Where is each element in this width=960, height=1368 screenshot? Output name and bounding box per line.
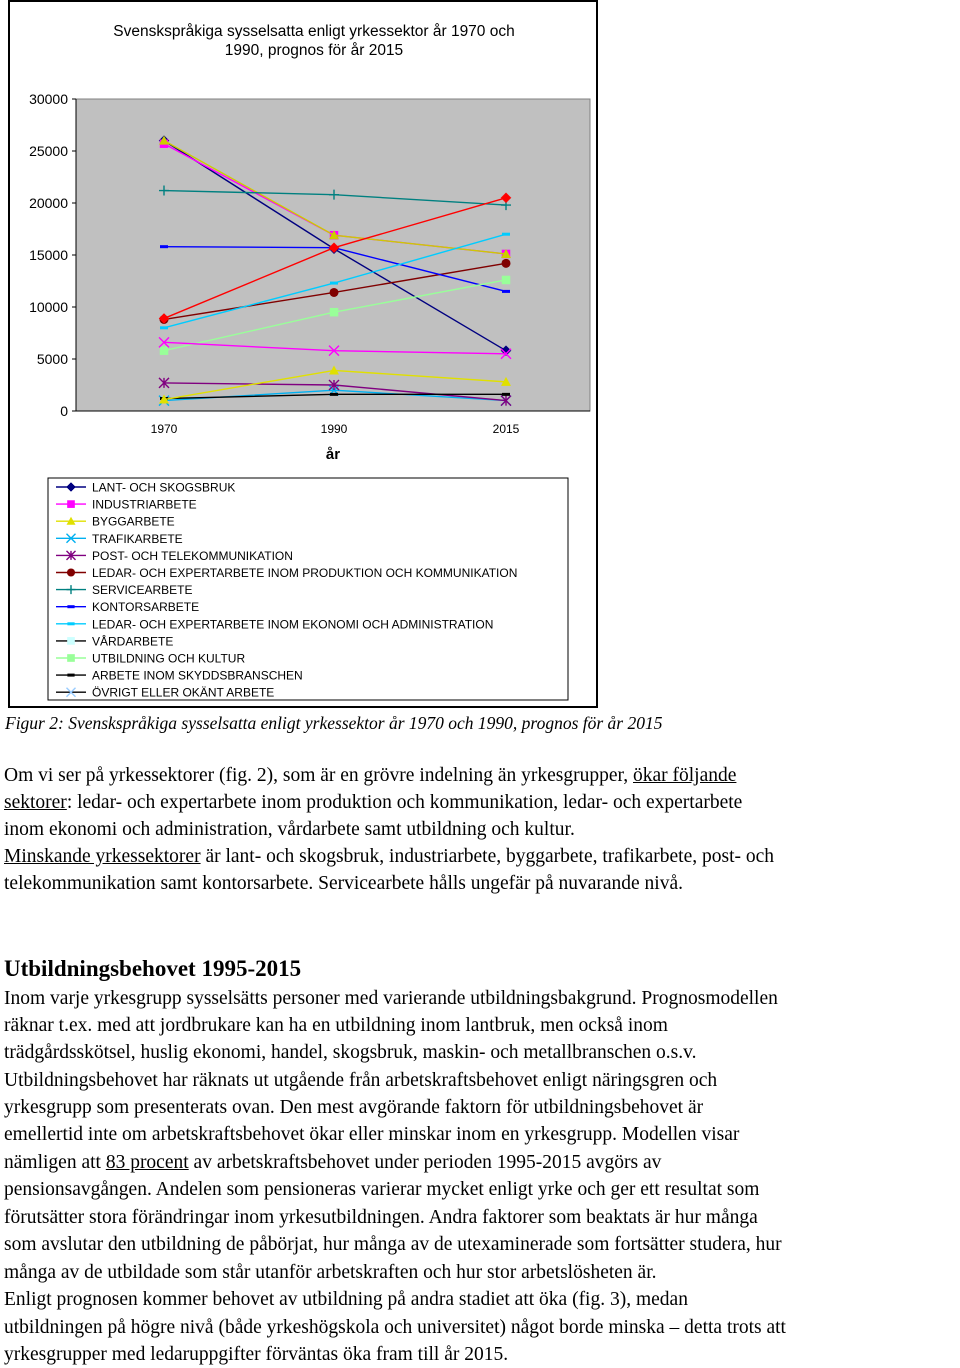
data-point [160, 346, 169, 355]
legend-entry [56, 566, 517, 580]
y-tick-label: 5000 [36, 351, 68, 367]
legend-label: LEDAR- OCH EXPERTARBETE INOM EKONOMI OCH ADMINISTRATION [92, 617, 494, 632]
data-point [330, 282, 338, 285]
chart-frame [8, 0, 598, 708]
data-point [160, 326, 168, 329]
legend-marker [67, 568, 75, 576]
data-point [160, 245, 168, 248]
paragraph-2-line-4: Utbildningsbehovet har räknats ut utgående från arbetskraftsbehovet enligt näringsgren och [4, 1070, 718, 1091]
x-axis-label: år [325, 446, 341, 463]
y-tick-label: 0 [60, 403, 68, 419]
text-run: är lant- och skogsbruk, industriarbete, byggarbete, trafikarbete, post- och [200, 846, 775, 867]
data-point [502, 259, 511, 268]
legend-marker [67, 637, 75, 645]
legend-entry [56, 617, 493, 631]
paragraph-2-line-6: emellertid inte om arbetskraftsbehovet ökar eller minskar inom en yrkesgrupp. Modellen visar [4, 1124, 740, 1145]
data-point [330, 393, 338, 396]
chart-title-line-2: 1990, prognos för år 2015 [224, 42, 404, 59]
legend-label: LANT- OCH SKOGSBRUK [92, 480, 236, 495]
x-tick-label: 2015 [492, 422, 520, 436]
y-axis [29, 91, 76, 419]
paragraph-2-line-5: yrkesgrupp som presenterats ovan. Den mest avgörande faktorn för utbildningsbehovet är [4, 1097, 704, 1118]
underlined-text: 83 procent [105, 1152, 189, 1173]
paragraph-2-line-10: som avslutar den utbildning de påbörjat, hur många av de utexaminerade som fortsätter studera, hur [4, 1234, 782, 1255]
underlined-text: sektorer [4, 792, 67, 813]
paragraph-2-line-9: förutsätter stora förändringar inom yrkesutbildningen. Andra faktorer som beaktats är hur många [4, 1207, 758, 1228]
data-point [502, 233, 510, 236]
underlined-text: Minskande yrkessektorer [4, 846, 201, 867]
legend-label: LEDAR- OCH EXPERTARBETE INOM PRODUKTION OCH KOMMUNIKATION [92, 566, 518, 580]
legend-label: UTBILDNING OCH KULTUR [92, 651, 246, 666]
legend-entry [56, 549, 293, 563]
paragraph-2-line-3: trädgårdsskötsel, huslig ekonomi, handel, skogsbruk, maskin- och metallbranschen o.s.v. [4, 1042, 697, 1063]
legend-label: TRAFIKARBETE [92, 531, 183, 546]
line-chart [10, 2, 596, 706]
x-tick-label: 1970 [150, 422, 178, 436]
text-run: av arbetskraftsbehovet under perioden 1995-2015 avgörs av [188, 1152, 662, 1173]
y-tick-label: 15000 [29, 247, 68, 263]
paragraph-2-line-13: utbildningen på högre nivå (både yrkeshögskola och universitet) något borde minska – detta trots att [4, 1317, 786, 1338]
data-point [502, 276, 511, 285]
legend-label: ÖVRIGT ELLER OKÄNT ARBETE [92, 685, 275, 700]
x-axis [76, 411, 590, 436]
legend-label: SERVICEARBETE [92, 583, 193, 598]
data-point [330, 288, 339, 297]
legend-marker [67, 605, 74, 608]
paragraph-2-line-12: Enligt prognosen kommer behovet av utbildning på andra stadiet att öka (fig. 3), medan [4, 1289, 688, 1310]
x-tick-label: 1990 [320, 422, 348, 436]
chart-title-line-1: Svenskspråkiga sysselsatta enligt yrkessektor år 1970 och [113, 23, 515, 40]
paragraph-2-line-2: räknar t.ex. med att jordbrukare kan ha en utbildning inom lantbruk, men också inom [4, 1015, 668, 1036]
text-run: Om vi ser på yrkessektorer (fig. 2), som är en grövre indelning än yrkesgrupper, [4, 765, 633, 786]
paragraph-2-line-1: Inom varje yrkesgrupp sysselsätts personer med varierande utbildningsbakgrund. Prognosmodellen [4, 988, 778, 1009]
legend-marker [67, 654, 75, 662]
legend-entry [56, 669, 303, 683]
figure-caption: Figur 2: Svenskspråkiga sysselsatta enligt yrkessektor år 1970 och 1990, prognos för år 2015 [5, 713, 663, 733]
legend-label: KONTORSARBETE [92, 600, 200, 615]
text-run: nämligen att [4, 1152, 106, 1173]
text-run: : ledar- och expertarbete inom produktion och kommunikation, ledar- och expertarbete [66, 792, 743, 813]
legend-marker [67, 500, 75, 508]
legend-label: BYGGARBETE [92, 514, 175, 529]
y-tick-label: 10000 [29, 299, 68, 315]
legend-marker [67, 674, 74, 677]
paragraph-2-line-11: många av de utbildade som står utanför arbetskraften och hur stor arbetslösheten är. [4, 1262, 657, 1283]
data-point [502, 290, 510, 293]
data-point [502, 393, 510, 396]
paragraph-1-line-4 [4, 843, 774, 870]
underlined-text: ökar följande [633, 765, 737, 786]
legend-label: ARBETE INOM SKYDDSBRANSCHEN [92, 668, 303, 683]
legend-label: POST- OCH TELEKOMMUNIKATION [92, 548, 293, 563]
data-point [330, 308, 339, 317]
y-tick-label: 30000 [29, 91, 68, 107]
paragraph-2-line-14: yrkesgrupper med ledaruppgifter förväntas öka fram till år 2015. [4, 1344, 509, 1365]
legend-label: VÅRDARBETE [92, 634, 174, 649]
paragraph-1-line-3: inom ekonomi och administration, vårdarbete samt utbildning och kultur. [4, 819, 575, 840]
section-heading: Utbildningsbehovet 1995-2015 [4, 956, 302, 981]
paragraph-2-line-8: pensionsavgången. Andelen som pensioneras varierar mycket enligt yrke och ger ett resultat som [4, 1179, 760, 1200]
y-tick-label: 25000 [29, 143, 68, 159]
paragraph-1-line-5: telekommunikation samt kontorsarbete. Servicearbete hålls ungefär på nuvarande nivå. [4, 873, 684, 894]
y-tick-label: 20000 [29, 195, 68, 211]
paragraph-1-line-2 [4, 789, 742, 816]
paragraph-1-line-1 [4, 762, 736, 789]
paragraph-2-line-7 [4, 1149, 661, 1176]
legend-label: INDUSTRIARBETE [92, 497, 197, 512]
legend-marker [67, 622, 74, 625]
plot-area [76, 99, 590, 411]
